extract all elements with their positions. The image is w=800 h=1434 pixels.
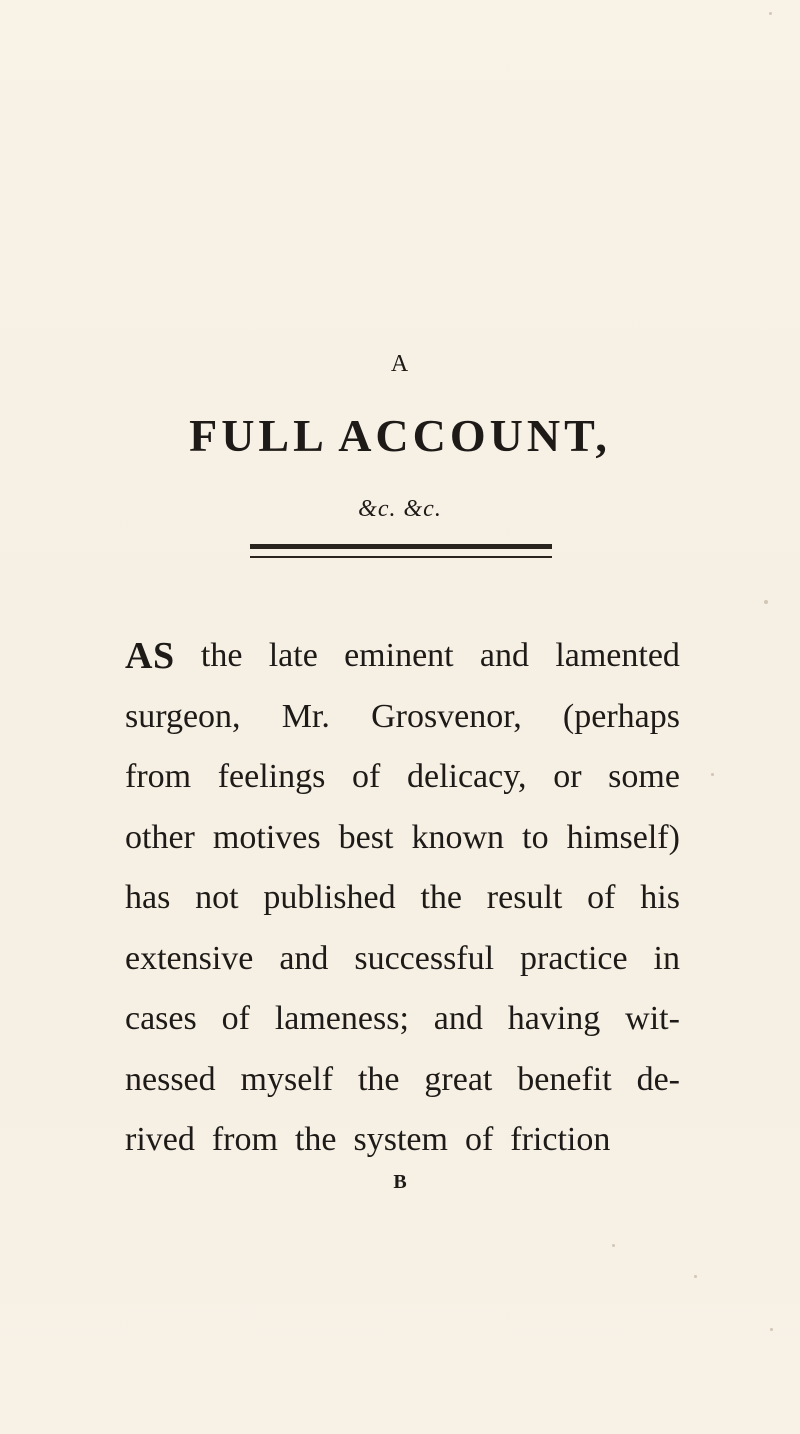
word: to	[522, 818, 549, 856]
word: eminent	[344, 637, 454, 674]
word: and	[479, 637, 530, 674]
word: published	[263, 879, 396, 916]
word: great	[424, 1060, 493, 1098]
text-line	[125, 1050, 680, 1111]
word: some	[608, 758, 680, 795]
word: and	[279, 939, 329, 977]
word: (perhaps	[562, 697, 680, 735]
paper-speck	[694, 1275, 697, 1278]
word: from	[211, 1121, 278, 1158]
word: successful	[354, 939, 495, 977]
word: friction	[510, 1121, 611, 1158]
text-line	[125, 687, 680, 748]
word: the	[200, 637, 243, 674]
word: de-	[636, 1060, 680, 1098]
title-rule-thin	[250, 556, 552, 558]
paper-speck	[764, 600, 768, 604]
word: surgeon,	[125, 697, 241, 735]
text-line	[125, 868, 680, 929]
text-line	[125, 1110, 680, 1171]
word: of	[352, 758, 381, 795]
word: lamented	[555, 637, 680, 674]
word: has	[125, 879, 171, 916]
text-line	[125, 989, 680, 1050]
word: in	[653, 939, 680, 977]
word: having	[507, 1000, 601, 1037]
word: motives	[212, 818, 321, 856]
word: known	[411, 818, 505, 856]
word: nessed	[125, 1060, 216, 1098]
word: the	[420, 879, 462, 916]
title-rule-thick	[250, 544, 552, 549]
word: extensive	[125, 939, 254, 977]
word: system	[353, 1121, 448, 1158]
page-subtitle: &c. &c.	[358, 496, 442, 522]
word: himself)	[566, 818, 680, 856]
text-line	[125, 808, 680, 869]
paper-speck	[770, 1328, 773, 1331]
word: delicacy,	[406, 758, 527, 795]
word: of	[464, 1121, 494, 1158]
word: result	[486, 879, 563, 916]
word: of	[221, 1000, 250, 1037]
paper-speck	[711, 773, 714, 776]
word: myself	[240, 1060, 334, 1098]
word: from	[125, 758, 192, 795]
word: not	[195, 879, 239, 916]
paper-speck	[612, 1244, 615, 1247]
word: cases	[125, 1000, 197, 1037]
signature-mark: B	[393, 1171, 407, 1193]
word: Mr.	[281, 697, 330, 735]
word: rived	[125, 1121, 195, 1158]
word: late	[268, 637, 318, 674]
word: his	[640, 879, 680, 916]
word: other	[125, 818, 195, 856]
word: the	[294, 1121, 337, 1158]
body-paragraph	[125, 626, 680, 1171]
paper-speck	[769, 12, 772, 15]
text-line	[125, 626, 680, 687]
word: benefit	[517, 1060, 612, 1098]
heading-article: A	[390, 351, 410, 377]
word: AS	[125, 635, 175, 677]
word: of	[587, 879, 616, 916]
word: the	[357, 1060, 400, 1098]
page-title: FULL ACCOUNT,	[189, 410, 611, 461]
word: and	[433, 1000, 483, 1037]
word: Grosvenor,	[371, 697, 522, 735]
word: feelings	[217, 758, 326, 795]
word: best	[338, 818, 394, 856]
word: or	[553, 758, 582, 795]
text-line	[125, 747, 680, 808]
word: wit-	[625, 1000, 680, 1037]
word: practice	[520, 939, 628, 977]
text-line	[125, 929, 680, 990]
word: lameness;	[274, 1000, 409, 1037]
